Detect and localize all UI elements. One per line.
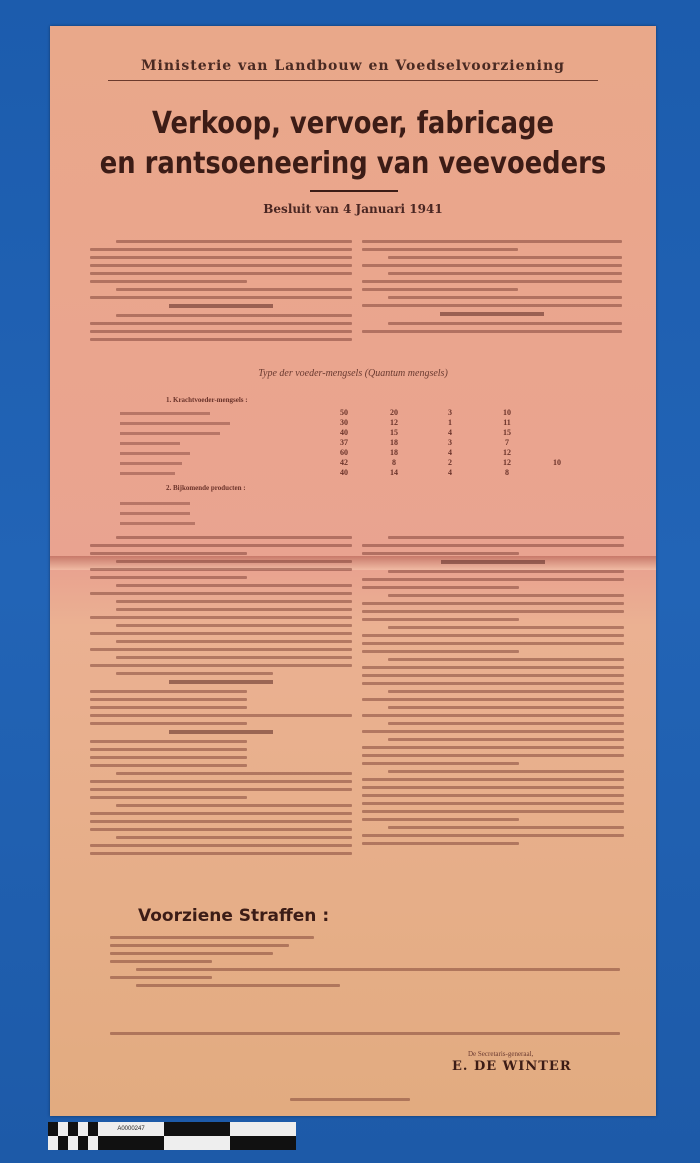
decree-subtitle [50,218,656,224]
penalties-heading: Voorziene Straffen : [138,906,330,926]
table-row: 60 18 4 12 [120,448,590,458]
title-rule [310,190,398,192]
enactment-line [50,1020,656,1026]
table-section-1: 1. Krachtvoeder-mengsels : [166,396,248,404]
header-rule [108,80,598,81]
table-row: 50 20 3 10 [120,408,590,418]
color-scale-bar [48,1122,318,1150]
table-row: 42 8 2 12 10 [120,458,590,468]
table-row [120,518,590,528]
table-section-2: 2. Bijkomende producten : [166,484,246,492]
decree-date: Besluit van 4 Januari 1941 [263,202,443,216]
poster-title [92,104,613,184]
table-row: 37 18 3 7 [120,438,590,448]
title-line-1: Verkoop, vervoer, fabricage [151,106,555,141]
table-row [120,498,590,508]
lower-left-column [90,536,352,860]
feed-types-heading: Type der voeder-mengsels (Quantum mengsels) [258,368,448,379]
signatory-role: De Secretaris-generaal, [468,1050,534,1058]
upper-left-column [90,240,352,346]
scale-label: A0000247 [98,1122,164,1136]
enactment-text [110,1032,620,1040]
table-row: 40 15 4 15 [120,428,590,438]
table-row: 40 14 4 8 [120,468,590,478]
upper-right-column [362,240,622,338]
place-date-line [290,1098,410,1106]
signatory-name: E. DE WINTER [452,1059,572,1074]
title-line-2: en rantsoeneering van veevoeders [99,146,607,181]
poster [50,26,656,1116]
ministry-header: Ministerie van Landbouw en Voedselvoorziening [141,58,565,74]
penalties-list [110,936,620,992]
lower-right-column [362,536,624,850]
table-row [120,508,590,518]
table-row: 30 12 1 11 [120,418,590,428]
